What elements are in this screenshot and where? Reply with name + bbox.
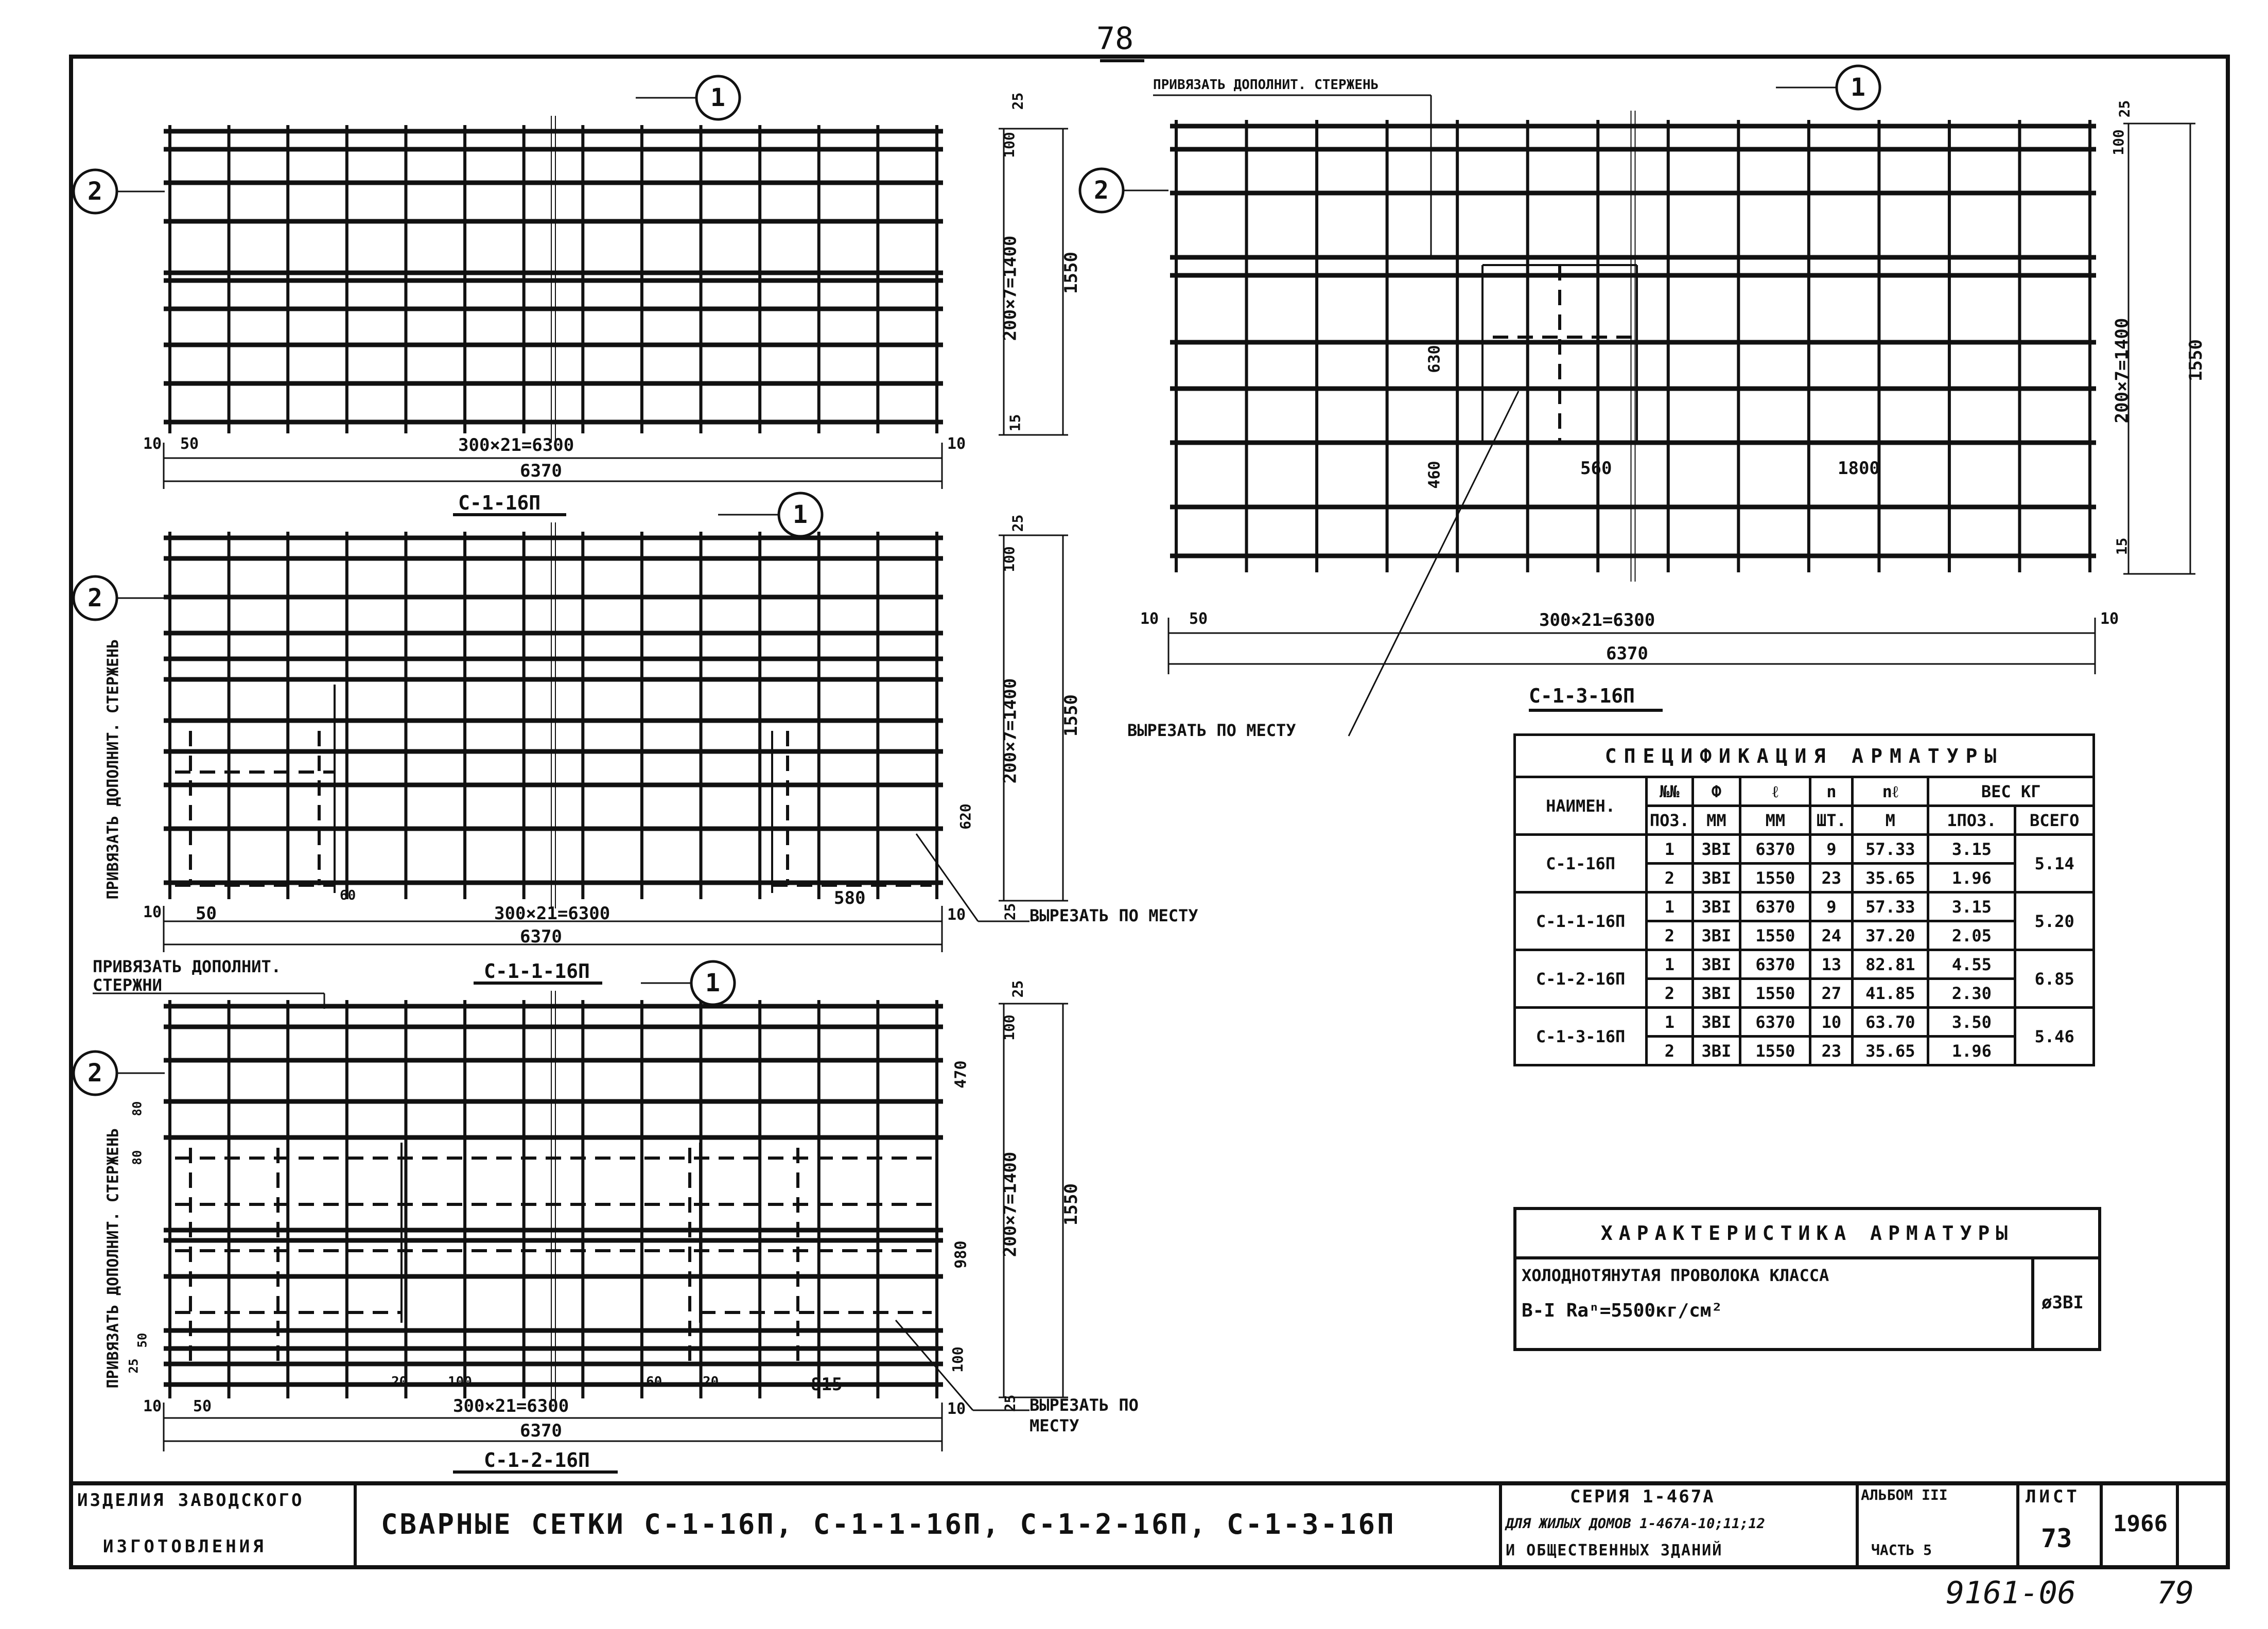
spec-h-nl: nℓ xyxy=(1853,777,1928,806)
mesh3-dim-v-25b: 25 xyxy=(1001,1394,1019,1412)
mesh3-dim-25: 25 xyxy=(126,1358,141,1374)
spec-cell-l: 6370 xyxy=(1740,892,1810,921)
spec-cell-pos: 2 xyxy=(1647,979,1693,1008)
mesh2-dim-v-25b: 25 xyxy=(1001,903,1019,921)
tb-series-line3: И ОБЩЕСТВЕННЫХ ЗДАНИЙ xyxy=(1506,1542,1723,1560)
spec-cell-pos: 2 xyxy=(1647,921,1693,950)
mesh4-dim-560: 560 xyxy=(1580,458,1612,479)
mesh3-dim-80b: 80 xyxy=(130,1150,145,1165)
spec-cell-w: 2.05 xyxy=(1928,921,2015,950)
spec-cell-l: 1550 xyxy=(1740,864,1810,892)
mesh4-dim-460: 460 xyxy=(1425,461,1444,489)
spec-row xyxy=(1515,1008,2094,1037)
spec-cell-l: 1550 xyxy=(1740,1037,1810,1065)
mesh3-dim-left-50: 50 xyxy=(193,1397,212,1415)
mesh1-dim-v-main: 200×7=1400 xyxy=(1000,235,1021,341)
mesh2-callout1-label: 1 xyxy=(793,500,808,529)
spec-cell-nl: 57.33 xyxy=(1853,835,1928,864)
spec-row xyxy=(1515,835,2094,864)
spec-cell-l: 1550 xyxy=(1740,979,1810,1008)
spec-cell-n: 9 xyxy=(1810,835,1853,864)
mesh3-dim-80a: 80 xyxy=(130,1101,145,1116)
spec-cell-cls: 3ВI xyxy=(1693,892,1740,921)
mesh4-dim-pitch: 300×21=6300 xyxy=(1539,610,1655,630)
mesh3-note-top: ПРИВЯЗАТЬ ДОПОЛНИТ. СТЕРЖНИ xyxy=(93,957,282,995)
mesh1-grid xyxy=(164,116,943,443)
spec-h-n2: ШТ. xyxy=(1810,806,1853,835)
spec-h-wall: ВСЕГО xyxy=(2015,806,2094,835)
mesh3-dim-pitch: 300×21=6300 xyxy=(453,1396,569,1416)
spec-cell-n: 10 xyxy=(1810,1008,1853,1037)
mesh3-note-cut: ВЫРЕЗАТЬ ПО МЕСТУ xyxy=(1030,1395,1139,1435)
mesh1-dim-right-10: 10 xyxy=(947,435,966,453)
mesh1-dim-v-25: 25 xyxy=(1009,92,1026,110)
spec-cell-nl: 63.70 xyxy=(1853,1008,1928,1037)
spec-h-weight: ВЕС КГ xyxy=(1928,777,2094,806)
mesh1-dim-left-50: 50 xyxy=(180,435,199,453)
mesh2-note-cut: ВЫРЕЗАТЬ ПО МЕСТУ xyxy=(1030,906,1198,925)
mesh1-dim-v-total: 1550 xyxy=(1060,252,1081,294)
charact-line1: ХОЛОДНОТЯНУТАЯ ПРОВОЛОКА КЛАССА xyxy=(1522,1266,1829,1285)
spec-cell-w: 2.30 xyxy=(1928,979,2015,1008)
mesh3-dim-left-10: 10 xyxy=(143,1397,162,1415)
tb-year: 1966 xyxy=(2113,1511,2168,1537)
tb-series-line1: СЕРИЯ 1-467А xyxy=(1570,1486,1715,1507)
spec-cell-n: 23 xyxy=(1810,1037,1853,1065)
spec-cell-cls: 3ВI xyxy=(1693,1008,1740,1037)
spec-cell-n: 9 xyxy=(1810,892,1853,921)
spec-cell-l: 6370 xyxy=(1740,1008,1810,1037)
mesh3-dim-815: 815 xyxy=(811,1374,843,1395)
spec-cell-total: 6.85 xyxy=(2015,950,2094,1008)
mesh4-title: С-1-3-16П xyxy=(1529,685,1635,707)
spec-cell-n: 24 xyxy=(1810,921,1853,950)
mesh3-dim-v-25: 25 xyxy=(1009,980,1026,998)
mesh4-note-cut: ВЫРЕЗАТЬ ПО МЕСТУ xyxy=(1127,721,1296,740)
mesh2-dim-pitch: 300×21=6300 xyxy=(494,903,610,924)
mesh1-dim-v-15: 15 xyxy=(1006,414,1024,432)
mesh3-dim-v-980: 980 xyxy=(952,1240,970,1269)
spec-cell-nl: 35.65 xyxy=(1853,864,1928,892)
spec-cell-name: С-1-1-16П xyxy=(1515,892,1647,950)
spec-cell-cls: 3ВI xyxy=(1693,864,1740,892)
mesh2-callout2-label: 2 xyxy=(88,584,102,612)
spec-cell-nl: 35.65 xyxy=(1853,1037,1928,1065)
tb-sheet-no: 73 xyxy=(2041,1523,2072,1553)
spec-cell-l: 6370 xyxy=(1740,835,1810,864)
spec-cell-total: 5.14 xyxy=(2015,835,2094,892)
spec-cell-cls: 3ВI xyxy=(1693,950,1740,979)
mesh4-dim-total: 6370 xyxy=(1606,643,1648,664)
spec-cell-w: 3.15 xyxy=(1928,892,2015,921)
spec-cell-n: 23 xyxy=(1810,864,1853,892)
doc-code: 9161-06 xyxy=(1946,1575,2076,1611)
spec-cell-pos: 1 xyxy=(1647,1008,1693,1037)
spec-cell-nl: 57.33 xyxy=(1853,892,1928,921)
tb-org-line1: ИЗДЕЛИЯ ЗАВОДСКОГО xyxy=(77,1490,304,1511)
mesh3-dim-v-470: 470 xyxy=(952,1060,970,1089)
mesh2-dim-v-total: 1550 xyxy=(1060,694,1081,737)
spec-cell-nl: 37.20 xyxy=(1853,921,1928,950)
charact-line2: В-I Rаⁿ=5500кг/см² xyxy=(1522,1300,1723,1321)
mesh4-dim-v-100: 100 xyxy=(2109,129,2127,155)
spec-cell-cls: 3ВI xyxy=(1693,1037,1740,1065)
mesh3-dim-v-main: 200×7=1400 xyxy=(1000,1151,1021,1257)
mesh3-dim-v-100b: 100 xyxy=(949,1346,966,1373)
mesh3-dim-v-total: 1550 xyxy=(1060,1183,1081,1225)
spec-row xyxy=(1515,950,2094,979)
mesh3-callout1-label: 1 xyxy=(705,969,720,997)
mesh2-dim-right-10: 10 xyxy=(947,906,966,924)
mesh2-dim-v-main: 200×7=1400 xyxy=(1000,678,1021,784)
mesh4-dim-v-25: 25 xyxy=(2116,100,2133,118)
mesh3-dim-right-10: 10 xyxy=(947,1400,966,1418)
spec-cell-pos: 1 xyxy=(1647,950,1693,979)
mesh4-dim-1800: 1800 xyxy=(1838,458,1880,479)
spec-title: СПЕЦИФИКАЦИЯ АРМАТУРЫ xyxy=(1515,735,2094,777)
mesh3-dim-50: 50 xyxy=(135,1333,150,1348)
spec-h-pos2: ПОЗ. xyxy=(1647,806,1693,835)
mesh4-callout1-label: 1 xyxy=(1851,73,1865,102)
charact-title: ХАРАКТЕРИСТИКА АРМАТУРЫ xyxy=(1516,1210,2098,1259)
spec-h-w1: 1ПОЗ. xyxy=(1928,806,2015,835)
mesh3-grid xyxy=(164,991,943,1408)
spec-cell-cls: 3ВI xyxy=(1693,979,1740,1008)
mesh3-dim-20: 20 xyxy=(391,1374,408,1390)
spec-cell-name: С-1-2-16П xyxy=(1515,950,1647,1008)
mesh4-dim-630: 630 xyxy=(1425,345,1444,373)
mesh1-dim-v-100: 100 xyxy=(1000,132,1018,158)
mesh4-dim-v-main: 200×7=1400 xyxy=(2112,318,2133,424)
spec-h-name: НАИМЕН. xyxy=(1515,777,1647,835)
page-number-bottom: 79 xyxy=(2157,1575,2194,1611)
spec-cell-l: 6370 xyxy=(1740,950,1810,979)
tb-main-title: СВАРНЫЕ СЕТКИ С-1-16П, С-1-1-16П, С-1-2-16П, С-1-3-16П xyxy=(381,1508,1396,1540)
mesh4-dim-v-15: 15 xyxy=(2113,537,2131,555)
mesh1-dim-pitch: 300×21=6300 xyxy=(458,435,574,456)
mesh3-dim-total: 6370 xyxy=(520,1421,562,1441)
spec-h-pos: №№ xyxy=(1647,777,1693,806)
spec-cell-nl: 41.85 xyxy=(1853,979,1928,1008)
mesh4-dim-left-10: 10 xyxy=(1140,610,1159,628)
mesh3-dim-20b: 20 xyxy=(703,1374,719,1390)
mesh2-dim-580: 580 xyxy=(834,888,866,908)
spec-h-d2: ММ xyxy=(1693,806,1740,835)
mesh4-dim-right-10: 10 xyxy=(2100,610,2119,628)
spec-cell-n: 27 xyxy=(1810,979,1853,1008)
mesh1-dim-left-10: 10 xyxy=(143,435,162,453)
charact-code: ø3ВI xyxy=(2042,1292,2084,1313)
spec-cell-pos: 1 xyxy=(1647,892,1693,921)
spec-h-l: ℓ xyxy=(1740,777,1810,806)
mesh1-title: С-1-16П xyxy=(458,492,541,514)
mesh2-dim-total: 6370 xyxy=(520,926,562,947)
spec-cell-pos: 2 xyxy=(1647,864,1693,892)
mesh3-dim-100: 100 xyxy=(448,1374,472,1390)
spec-cell-name: С-1-3-16П xyxy=(1515,1008,1647,1065)
spec-cell-w: 1.96 xyxy=(1928,864,2015,892)
spec-cell-pos: 2 xyxy=(1647,1037,1693,1065)
spec-cell-w: 4.55 xyxy=(1928,950,2015,979)
spec-cell-cls: 3ВI xyxy=(1693,921,1740,950)
mesh2-dim-left-10: 10 xyxy=(143,903,162,921)
mesh2-dim-v-25: 25 xyxy=(1009,514,1026,532)
spec-h-n: n xyxy=(1810,777,1853,806)
mesh3-dim-v-100: 100 xyxy=(1000,1014,1018,1041)
mesh4-dim-v-total: 1550 xyxy=(2185,339,2206,381)
mesh4-callout2-label: 2 xyxy=(1094,176,1109,205)
spec-h-d: Ф xyxy=(1693,777,1740,806)
mesh2-dim-v-100: 100 xyxy=(1000,546,1018,572)
mesh2-dim-620: 620 xyxy=(956,803,974,830)
spec-cell-w: 3.50 xyxy=(1928,1008,2015,1037)
mesh1-callout2-label: 2 xyxy=(88,177,102,206)
tb-part: ЧАСТЬ 5 xyxy=(1871,1542,1932,1558)
spec-cell-n: 13 xyxy=(1810,950,1853,979)
mesh4-grid xyxy=(1170,111,2096,582)
mesh4-dim-left-50: 50 xyxy=(1189,610,1208,628)
spec-body xyxy=(1515,835,2094,1065)
spec-cell-nl: 82.81 xyxy=(1853,950,1928,979)
tb-album: АЛЬБОМ III xyxy=(1861,1486,1948,1503)
mesh1-callout1-label: 1 xyxy=(710,83,725,112)
mesh2-dim-60: 60 xyxy=(340,888,356,903)
spec-cell-cls: 3ВI xyxy=(1693,835,1740,864)
mesh3-dim-60: 60 xyxy=(646,1374,662,1390)
mesh3-title: С-1-2-16П xyxy=(484,1449,590,1472)
tb-org-line2: ИЗГОТОВЛЕНИЯ xyxy=(103,1536,267,1557)
spec-cell-total: 5.20 xyxy=(2015,892,2094,950)
spec-cell-pos: 1 xyxy=(1647,835,1693,864)
spec-cell-name: С-1-16П xyxy=(1515,835,1647,892)
mesh3-callout2-label: 2 xyxy=(88,1059,102,1088)
mesh4-note-top: ПРИВЯЗАТЬ ДОПОЛНИТ. СТЕРЖЕНЬ xyxy=(1153,77,1379,93)
spec-h-nl2: М xyxy=(1853,806,1928,835)
mesh1-dim-total: 6370 xyxy=(520,461,562,481)
spec-cell-w: 3.15 xyxy=(1928,835,2015,864)
spec-h-l2: ММ xyxy=(1740,806,1810,835)
tb-sheet-label: ЛИСТ xyxy=(2026,1486,2080,1507)
mesh2-dim-left-50: 50 xyxy=(196,903,217,924)
spec-table xyxy=(1513,733,2095,1066)
mesh2-grid xyxy=(164,522,943,908)
mesh2-title: С-1-1-16П xyxy=(484,960,590,983)
charact-table xyxy=(1513,1207,2101,1351)
spec-cell-w: 1.96 xyxy=(1928,1037,2015,1065)
tb-series-line2: ДЛЯ ЖИЛЫХ ДОМОВ 1-467А-10;11;12 xyxy=(1506,1516,1765,1532)
spec-row xyxy=(1515,892,2094,921)
mesh3-note-left: ПРИВЯЗАТЬ ДОПОЛНИТ. СТЕРЖЕНЬ xyxy=(104,1128,123,1389)
spec-cell-l: 1550 xyxy=(1740,921,1810,950)
spec-cell-total: 5.46 xyxy=(2015,1008,2094,1065)
page-number-top: 78 xyxy=(1096,21,1134,57)
mesh2-note-left: ПРИВЯЗАТЬ ДОПОЛНИТ. СТЕРЖЕНЬ xyxy=(104,639,123,900)
